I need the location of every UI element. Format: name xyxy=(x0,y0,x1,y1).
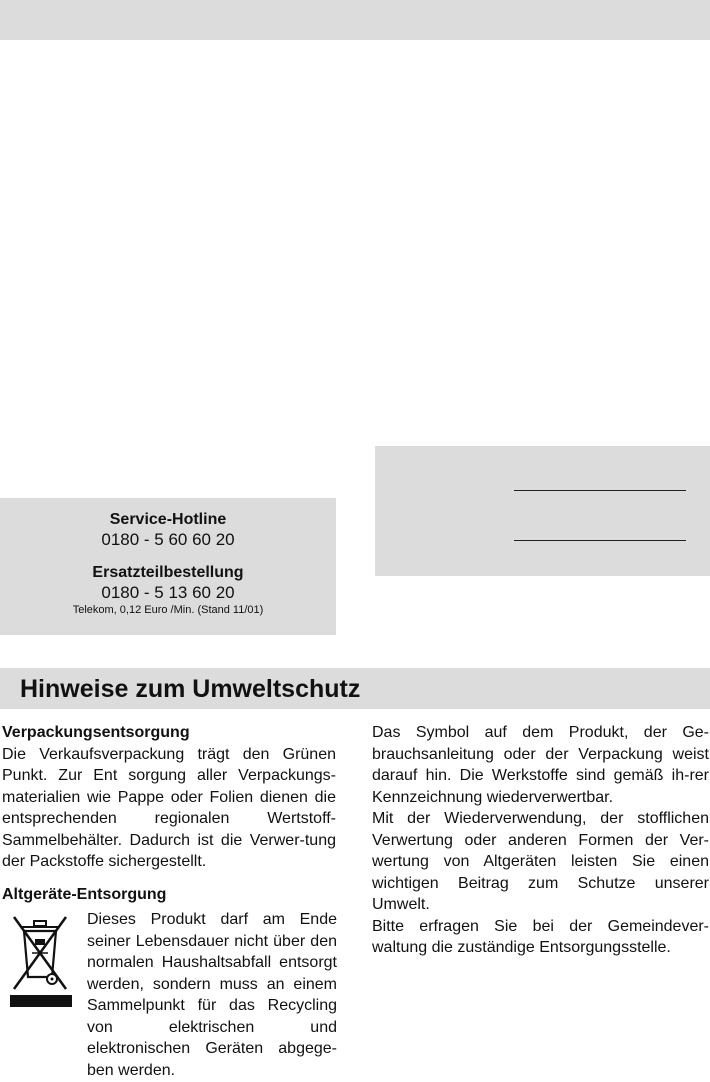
parts-order-number: 0180 - 5 13 60 20 xyxy=(101,583,235,602)
right-column xyxy=(372,722,709,959)
left-column xyxy=(2,722,336,905)
disposal-heading: Altgeräte-Entsorgung xyxy=(2,885,167,903)
recycling-contribution: Mit der Wiederverwendung, der stofflichen Verwertung oder anderen Formen der Ver-wertung von Altgeräten leisten Sie einen wichtigen Beitrag zum Schutze unserer Umwelt. xyxy=(372,810,709,913)
parts-order-title: Ersatzteilbestellung xyxy=(92,564,244,581)
section-title: Hinweise zum Umweltschutz xyxy=(20,675,361,703)
tariff-note: Telekom, 0,12 Euro /Min. (Stand 11/01) xyxy=(72,604,264,616)
entry-line-1 xyxy=(514,490,686,491)
section-header-bar xyxy=(0,668,710,709)
municipal-disposal-hint: Bitte erfragen Sie bei der Gemeindever-waltung die zuständige Entsorgungsstelle. xyxy=(372,917,709,956)
crossed-out-wheelie-bin-icon xyxy=(8,911,74,1009)
hotline-number: 0180 - 5 60 60 20 xyxy=(101,530,235,549)
blank-entry-box xyxy=(375,446,710,576)
disposal-text: Dieses Produkt darf am Ende seiner Lebensdauer nicht über den normalen Haushaltsabfall entsorgt werden, sondern muss an einem Sammelpunkt für das Recycling von elektrischen und elektronischen Geräten abgege-ben werden. xyxy=(87,911,337,1079)
packaging-text: Die Verkaufsverpackung trägt den Grünen Punkt. Zur Ent sorgung aller Verpackungs-materialien wie Pappe oder Folien dienen die entsprechenden regionalen Wertstoff-Sammelbehälter. Dadurch ist die Verwer-tung der Packstoffe sichergestellt. xyxy=(2,745,336,870)
symbol-explanation: Das Symbol auf dem Produkt, der Ge-brauchsanleitung oder der Verpackung weist darauf hin. Die Werkstoffe sind gemäß ih-rer Kennzeichnung wiederverwertbar. xyxy=(372,724,709,806)
service-hotline-box xyxy=(0,498,336,635)
packaging-heading: Verpackungsentsorgung xyxy=(2,724,190,741)
top-header-bar xyxy=(0,0,710,40)
entry-line-2 xyxy=(514,540,686,541)
hotline-title: Service-Hotline xyxy=(109,511,227,528)
